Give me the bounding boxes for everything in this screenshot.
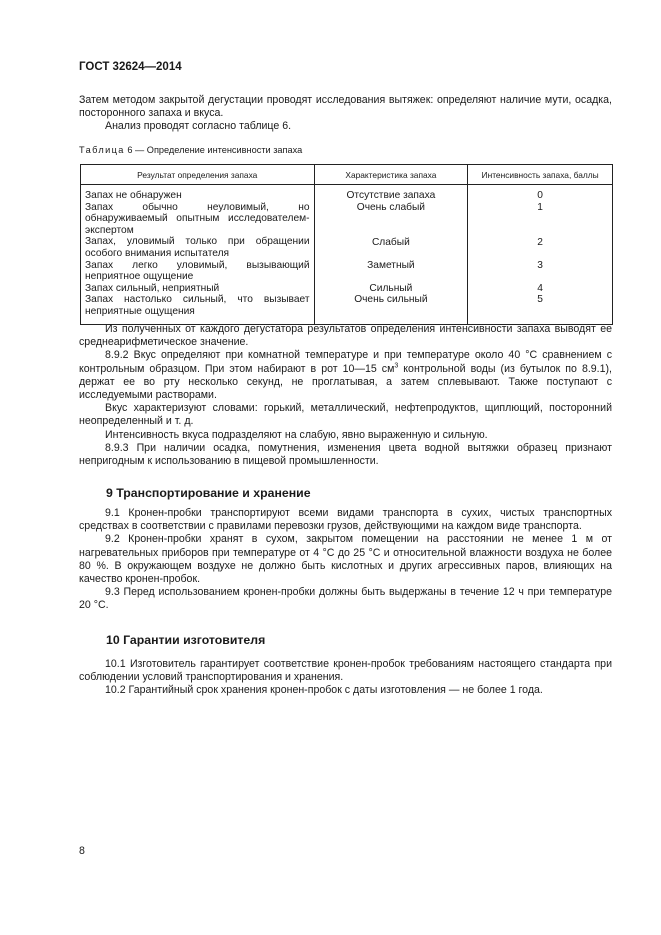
cell-characteristic: Сильный xyxy=(314,283,468,295)
page-number: 8 xyxy=(79,845,85,857)
p-8-9-2-before: 8.9.2 Вкус определяют при комнатной температуре и при температуре около 40 °С сравнением с контрольным образцом. При этом набирают в рот 10—15 см xyxy=(79,349,612,375)
section-10-title: 10 Гарантии изготовителя xyxy=(106,633,266,647)
paragraph-taste-words: Вкус характеризуют словами: горький, металлический, нефтепродуктов, щиплющий, посторонний неопределенный и т. д. xyxy=(79,402,612,428)
cell-score: 1 xyxy=(468,202,613,237)
table-row xyxy=(81,185,613,202)
paragraph-9-1: 9.1 Кронен-пробки транспортируют всеми видами транспорта в сухих, чистых транспортных средствах в соответствии с правилами перевозки грузов, действующими на каждом виде транспорта. xyxy=(79,507,612,533)
cell-characteristic: Очень слабый xyxy=(314,202,468,237)
cell-characteristic: Заметный xyxy=(314,260,468,283)
cell-characteristic: Отсутствие запаха xyxy=(314,185,468,202)
table-caption-label: Таблица xyxy=(79,145,125,155)
table-caption-text: 6 — Определение интенсивности запаха xyxy=(127,145,303,155)
cell-score: 5 xyxy=(468,294,613,324)
cell-result: Запах не обнаружен xyxy=(81,185,315,202)
paragraph-8-9-2 xyxy=(79,349,612,402)
p-8-9-2-after: контрольной воды (из бутылок по 8.9.1), держат ее во рту несколько секунд, не проглатывая, а затем сплевывают. Также поступают с исследуемыми растворами. xyxy=(79,362,612,402)
column-header: Интенсивность запаха, баллы xyxy=(468,165,613,185)
table-row xyxy=(81,236,613,259)
cell-characteristic: Слабый xyxy=(314,236,468,259)
table-caption xyxy=(79,145,302,155)
paragraph-9-2: 9.2 Кронен-пробки хранят в сухом, закрытом помещении на расстоянии не менее 1 м от нагревательных приборов при температуре от 4 °С до 25 °С и относительной влажности воздуха не более 80 %. В окружающем воздухе не должно быть кислотных и других агрессивных паров, влияющих на качество кронен-пробок. xyxy=(79,533,612,586)
paragraph-taste-intensity: Интенсивность вкуса подразделяют на слабую, явно выраженную и сильную. xyxy=(105,428,488,441)
cell-score: 0 xyxy=(468,185,613,202)
section-9-text xyxy=(79,507,612,613)
cell-result: Запах настолько сильный, что вызывает неприятные ощущения xyxy=(81,294,315,324)
table-row xyxy=(81,260,613,283)
intro-paragraph-2: Анализ проводят согласно таблице 6. xyxy=(105,120,292,133)
cell-result: Запах, уловимый только при обращении особого внимания испытателя xyxy=(81,236,315,259)
table-header-row xyxy=(81,165,613,185)
cell-result: Запах легко уловимый, вызывающий неприятное ощущение xyxy=(81,260,315,283)
cell-characteristic: Очень сильный xyxy=(314,294,468,324)
intro-paragraph-1: Затем методом закрытой дегустации проводят исследования вытяжек: определяют наличие мути, осадка, посторонного запаха и вкуса. xyxy=(79,94,612,120)
table-row xyxy=(81,283,613,295)
column-header: Характеристика запаха xyxy=(314,165,468,185)
table-row xyxy=(81,294,613,324)
cell-score: 4 xyxy=(468,283,613,295)
odor-intensity-table xyxy=(80,164,613,325)
column-header: Результат определения запаха xyxy=(81,165,315,185)
intro-text xyxy=(79,94,612,134)
cell-score: 3 xyxy=(468,260,613,283)
superscript-3: 3 xyxy=(394,362,399,370)
cell-result: Запах сильный, неприятный xyxy=(81,283,315,295)
section-9-title: 9 Транспортирование и хранение xyxy=(106,486,311,500)
paragraph-average: Из полученных от каждого дегустатора результатов определения интенсивности запаха выводят ее среднеарифметическое значение. xyxy=(79,323,612,349)
cell-result: Запах обычно неуловимый, но обнаруживаемый опытным исследователем-экспертом xyxy=(81,202,315,237)
paragraph-8-9-3: 8.9.3 При наличии осадка, помутнения, изменения цвета водной вытяжки образец признают непригодным к использованию в пищевой промышленности. xyxy=(79,441,612,468)
cell-score: 2 xyxy=(468,236,613,259)
document-header: ГОСТ 32624—2014 xyxy=(79,61,182,73)
paragraph-10-1: 10.1 Изготовитель гарантирует соответствие кронен-пробок требованиям настоящего стандарта при соблюдении условий транспортирования и хранения. xyxy=(79,658,612,684)
section-10-text xyxy=(79,658,612,698)
paragraph-10-2: 10.2 Гарантийный срок хранения кронен-пробок с даты изготовления — не более 1 года. xyxy=(105,684,543,697)
after-table-text xyxy=(79,323,612,468)
paragraph-9-3: 9.3 Перед использованием кронен-пробки должны быть выдержаны в течение 12 ч при температуре 20 °С. xyxy=(79,586,612,612)
table-row xyxy=(81,202,613,237)
